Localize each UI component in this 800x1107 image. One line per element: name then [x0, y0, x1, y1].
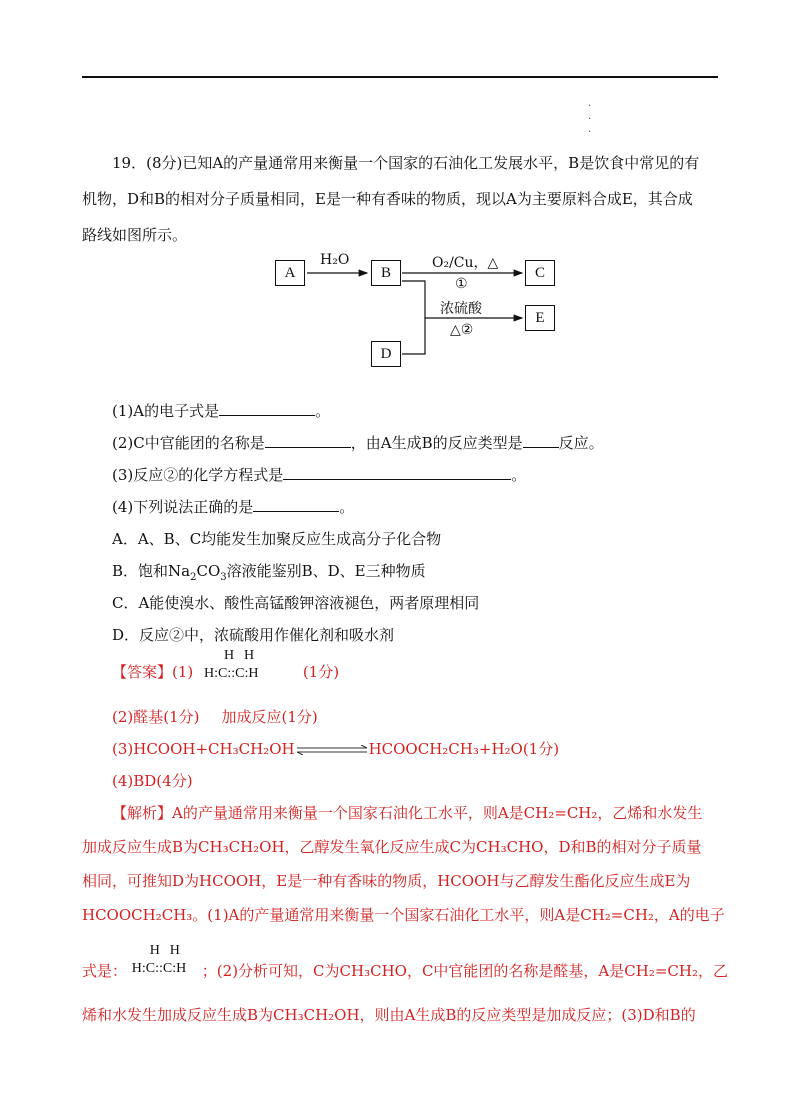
- box-c: C: [525, 260, 555, 286]
- analysis-line-1: 【解析】A的产量通常用来衡量一个国家石油化工水平，则A是CH₂=CH₂，乙烯和水发生: [112, 804, 703, 822]
- label-conc-sulfuric-acid: 浓硫酸: [440, 301, 482, 317]
- answer-line-3: (3)HCOOH+CH₃CH₂OH HCOOCH₂CH₃+H₂O(1分): [112, 740, 560, 758]
- option-c: C．A能使溴水、酸性高锰酸钾溶液褪色，两者原理相同: [112, 594, 480, 612]
- answer-blank-1: [219, 401, 315, 416]
- analysis-line-4: HCOOCH₂CH₃。(1)A的产量通常用来衡量一个国家石油化工水平，则A是CH₂=CH₂，A的电子: [82, 906, 725, 924]
- answer-line-4: (4)BD(4分): [112, 772, 193, 790]
- option-a: A．A、B、C均能发生加聚反应生成高分子化合物: [112, 530, 442, 548]
- question-line-1: 19．(8分)已知A的产量通常用来衡量一个国家的石油化工发展水平，B是饮食中常见的有: [112, 154, 700, 172]
- option-b: B．饱和$Na_2CO_3$溶液能鉴别B、D、E三种物质: [112, 562, 426, 583]
- connector-d-to-e: [402, 318, 425, 354]
- synthesis-route-diagram: [270, 248, 570, 373]
- ethylene-lewis-structure-analysis: H H H:C::C:H: [131, 943, 187, 976]
- label-step-2: △②: [450, 322, 474, 338]
- analysis-line-2: 加成反应生成B为CH₃CH₂OH，乙醇发生氧化反应生成C为CH₃CHO，D和B的相对分子质量: [82, 838, 702, 856]
- answer-blank-2a: [265, 433, 351, 448]
- analysis-tag: 【解析】: [112, 804, 173, 822]
- question-line-3: 路线如图所示。: [82, 226, 188, 244]
- question-line-2: 机物，D和B的相对分子质量相同，E是一种有香味的物质，现以A为主要原料合成E，其合成: [82, 190, 693, 208]
- analysis-line-6: 烯和水发生加成反应生成B为CH₃CH₂OH，则由A生成B的反应类型是加成反应；(3)D和B的: [82, 1006, 696, 1024]
- box-b: B: [371, 260, 401, 286]
- connector-b-to-e: [402, 281, 425, 318]
- box-d: D: [371, 341, 401, 367]
- answer-tag: 【答案】: [112, 663, 173, 681]
- sub-question-3: (3)反应②的化学方程式是 。: [112, 466, 527, 484]
- label-step-1: ①: [455, 276, 468, 292]
- option-d: D．反应②中，浓硫酸用作催化剂和吸水剂: [112, 626, 395, 644]
- analysis-line-5: 式是： H H H:C::C:H ；(2)分析可知，C为CH₃CHO，C中官能团的名称是醛基，A是CH₂=CH₂，乙: [82, 955, 728, 989]
- sub-question-1: (1)A的电子式是 。: [112, 402, 331, 420]
- analysis-line-3: 相同，可推知D为HCOOH，E是一种有香味的物质，HCOOH与乙醇发生酯化反应生成E为: [82, 872, 691, 890]
- answer-line-1: 【答案】(1) H H H:C::C:H (1分): [112, 656, 339, 690]
- header-rule: [82, 76, 718, 78]
- answer-blank-4: [253, 497, 339, 512]
- answer-blank-2b: [523, 433, 559, 448]
- ethylene-lewis-structure: H H H:C::C:H: [204, 648, 259, 681]
- answer-line-2: (2)醛基(1分) 加成反应(1分): [112, 708, 318, 726]
- answer-blank-3: [283, 465, 511, 480]
- sub-question-2: (2)C中官能团的名称是 ，由A生成B的反应类型是 反应。: [112, 434, 604, 452]
- margin-dots: · · ·: [588, 101, 592, 138]
- equilibrium-arrow: [295, 745, 369, 755]
- box-e: E: [525, 305, 555, 331]
- box-a: A: [275, 260, 305, 286]
- sub-question-4: (4)下列说法正确的是 。: [112, 498, 355, 516]
- label-h2o: H₂O: [320, 252, 350, 268]
- label-o2-cu: O₂/Cu，△: [432, 255, 499, 271]
